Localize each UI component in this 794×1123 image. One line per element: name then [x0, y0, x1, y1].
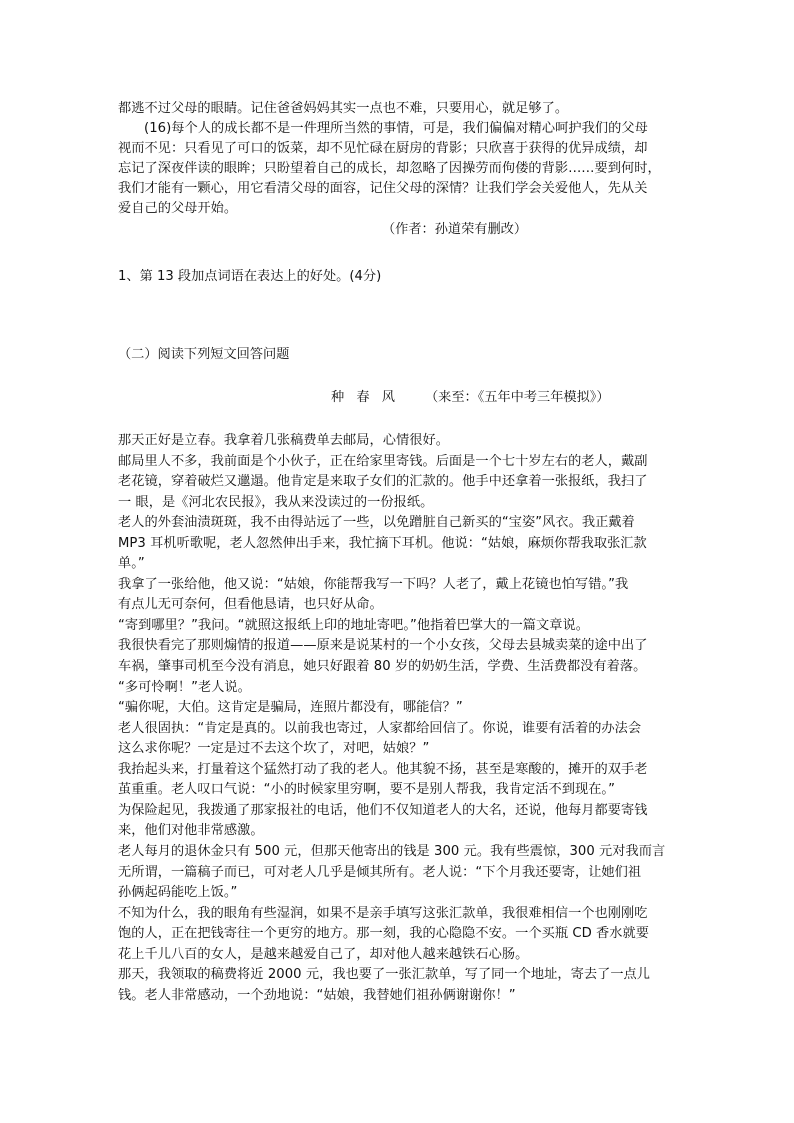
- paragraph-line: 老花镜，穿着破烂又邋遢。他肯定是来取子女们的汇款的。他手中还拿着一张报纸，我扫了: [118, 474, 648, 489]
- paragraph-line: 无所谓，一篇稿子而已，可对老人几乎是倾其所有。老人说：“下个月我还要寄，让她们祖: [118, 865, 642, 880]
- paragraph-line: 花上千儿八百的女人，是越来越爱自己了，却对他人越来越铁石心肠。: [118, 947, 529, 962]
- author-credit: （作者：孙道荣有删改）: [382, 222, 528, 237]
- paragraph-line: 视而不见：只看见了可口的饭菜，却不见忙碌在厨房的背影；只欣喜于获得的优异成绩，却: [118, 141, 648, 156]
- paragraph-line: 一 眼，是《河北农民报》，我从来没读过的一份报纸。: [118, 495, 434, 510]
- paragraph-line: “骗你呢，大伯。这肯定是骗局，连照片都没有，哪能信？”: [118, 700, 463, 715]
- section-heading: （二）阅读下列短文回答问题: [118, 347, 290, 362]
- paragraph-line: 我拿了一张给他，他又说：“姑娘，你能帮我写一下吗？人老了，戴上花镜也怕写错。”我: [118, 577, 629, 592]
- article-source: （来至：《五年中考三年模拟》）: [424, 390, 610, 405]
- paragraph-line: 有点儿无可奈何，但看他恳请，也只好从命。: [118, 597, 383, 612]
- article-title-line: [331, 388, 610, 408]
- paragraph-line: 钱。老人非常感动，一个劲地说：“姑娘，我替她们祖孙俩谢谢你！”: [118, 988, 516, 1003]
- paragraph-line: 茧重重。老人叹口气说：“小的时候家里穷啊，要不是别人帮我，我肯定活不到现在。”: [118, 782, 615, 797]
- paragraph-line: 车祸，肇事司机至今没有消息，她只好跟着 80 岁的奶奶生活，学费、生活费都没有着落。: [118, 659, 647, 674]
- paragraph-line: “寄到哪里？”我问。“就照这报纸上印的地址寄吧。”他指着巴掌大的一篇文章说。: [118, 618, 589, 633]
- paragraph-line: 那天，我领取的稿费将近 2000 元，我也要了一张汇款单，写了同一个地址，寄去了一点儿: [118, 967, 651, 982]
- paragraph-line: (16)每个人的成长都不是一件理所当然的事情，可是，我们偏偏对精心呵护我们的父母: [144, 121, 648, 136]
- paragraph-line: 我很快看完了那则煽情的报道——原来是说某村的一个小女孩，父母去县城卖菜的途中出了: [118, 638, 648, 653]
- paragraph-line: 这么求你呢？一定是过不去这个坎了，对吧，姑娘？”: [118, 741, 430, 756]
- paragraph-line: 邮局里人不多，我前面是个小伙子，正在给家里寄钱。后面是一个七十岁左右的老人，戴副: [118, 454, 648, 469]
- paragraph-line: 不知为什么，我的眼角有些湿润，如果不是亲手填写这张汇款单，我很难相信一个也刚刚吃: [118, 906, 648, 921]
- paragraph-line: 忘记了深夜伴读的眼眸；只盼望着自己的成长，却忽略了因操劳而佝偻的背影……要到何时，: [118, 161, 661, 176]
- paragraph-line: 那天正好是立春。我拿着几张稿费单去邮局，心情很好。: [118, 433, 449, 448]
- paragraph-line: “多可怜啊！”老人说。: [118, 680, 251, 695]
- paragraph-line: 孙俩起码能吃上饭。”: [118, 885, 238, 900]
- paragraph-line: 为保险起见，我拨通了那家报社的电话，他们不仅知道老人的大名，还说，他每月都要寄钱: [118, 803, 648, 818]
- paragraph-line: 我们才能有一颗心，用它看清父母的面容，记住父母的深情？让我们学会关爱他人，先从关: [118, 181, 648, 196]
- paragraph-line: 来，他们对他非常感激。: [118, 823, 264, 838]
- question-1: 1、第 13 段加点词语在表达上的好处。(4分): [118, 269, 382, 284]
- paragraph-line: 单。”: [118, 556, 145, 571]
- paragraph-line: 老人很固执：“肯定是真的。以前我也寄过，人家都给回信了。你说，谁要有活着的办法会: [118, 721, 642, 736]
- paragraph-line: 老人每月的退休金只有 500 元，但那天他寄出的钱是 300 元。我有些震惊，300 元对我而言: [118, 844, 666, 859]
- paragraph-line: 都逃不过父母的眼睛。记住爸爸妈妈其实一点也不难，只要用心，就足够了。: [118, 101, 569, 116]
- paragraph-line: 老人的外套油渍斑斑，我不由得站远了一些，以免蹭脏自己新买的“宝姿”风衣。我正戴着: [118, 515, 635, 530]
- paragraph-line: MP3 耳机听歌呢，老人忽然伸出手来，我忙摘下耳机。他说：“姑娘，麻烦你帮我取张汇款: [118, 536, 647, 551]
- article-title: 种 春 风: [331, 390, 399, 405]
- paragraph-line: 饱的人，正在把钱寄往一个更穷的地方。那一刻，我的心隐隐不安。一个买瓶 CD 香水就要: [118, 926, 649, 941]
- paragraph-line: 爱自己的父母开始。: [118, 201, 238, 216]
- paragraph-line: 我抬起头来，打量着这个猛然打动了我的老人。他其貌不扬，甚至是寒酸的，摊开的双手老: [118, 762, 648, 777]
